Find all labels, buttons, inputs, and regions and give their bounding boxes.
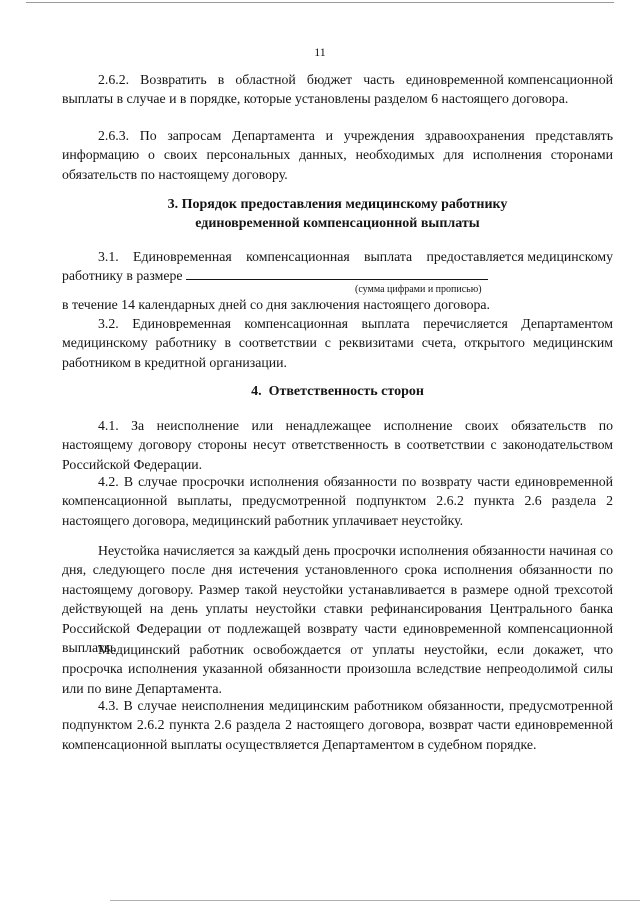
section-3-heading-line-2: единовременной компенсационной выплаты <box>195 216 480 231</box>
amount-blank-line <box>186 266 488 280</box>
paragraph-3-1-text: 3.1. Единовременная компенсационная выплата предоставляется медицинскому работнику в размере <box>62 249 613 284</box>
paragraph-2-6-2: 2.6.2. Возвратить в областной бюджет часть единовременной компенсационной выплаты в случае и в порядке, которые установлены разделом 6 настоящего договора. <box>62 72 613 107</box>
paragraph-exemption: Медицинский работник освобождается от уплаты неустойки, если докажет, что просрочка исполнения указанной обязанности произошла вследствие непреодолимой силы или по вине Департамента. <box>62 642 613 696</box>
section-4-heading: 4. Ответственность сторон <box>251 384 424 399</box>
paragraph-3-1 <box>62 247 613 286</box>
section-3-heading-line-1: 3. Порядок предоставления медицинскому работнику <box>167 197 508 212</box>
paragraph-4-2: 4.2. В случае просрочки исполнения обязанности по возврату части единовременной компенсационной выплаты, предусмотренной подпунктом 2.6.2 пункта 2.6 раздела 2 настоящего договора, медицинский работник уплачивает неустойку. <box>62 474 613 528</box>
section-3-heading <box>62 195 613 233</box>
paragraph-penalty: Неустойка начисляется за каждый день просрочки исполнения обязанности начиная со дня, следующего после дня истечения установленного срока исполнения обязанности по настоящему договору. Размер такой неустойки устанавливается в размере одной трехсотой действующей на день уплаты неустойки ставки рефинансирования Центрального банка Российской Федерации от подлежащей возврату части единовременной компенсационной выплаты. <box>62 543 613 656</box>
paragraph-4-3: 4.3. В случае неисполнения медицинским работником обязанности, предусмотренной подпунктом 2.6.2 пункта 2.6 раздела 2 настоящего договора, возврат части единовременной компенсационной выплаты осуществляется Департаментом в судебном порядке. <box>62 698 613 752</box>
paragraph-4-1: 4.1. За неисполнение или ненадлежащее исполнение своих обязательств по настоящему договору стороны несут ответственность в соответствии с законодательством Российской Федерации. <box>62 418 613 472</box>
paragraph-3-2: 3.2. Единовременная компенсационная выплата перечисляется Департаментом медицинскому работнику в соответствии с реквизитами счета, открытого медицинским работником в кредитной организации. <box>62 316 613 370</box>
scan-edge-top <box>26 2 614 3</box>
page-number: 11 <box>314 45 326 59</box>
paragraph-3-1-continued: в течение 14 календарных дней со дня заключения настоящего договора. <box>62 297 490 312</box>
amount-caption: (сумма цифрами и прописью) <box>355 284 482 295</box>
scan-edge-bottom <box>110 900 640 901</box>
paragraph-2-6-3: 2.6.3. По запросам Департамента и учреждения здравоохранения представлять информацию о своих персональных данных, необходимых для исполнения сторонами обязательств по настоящему договору. <box>62 128 613 182</box>
